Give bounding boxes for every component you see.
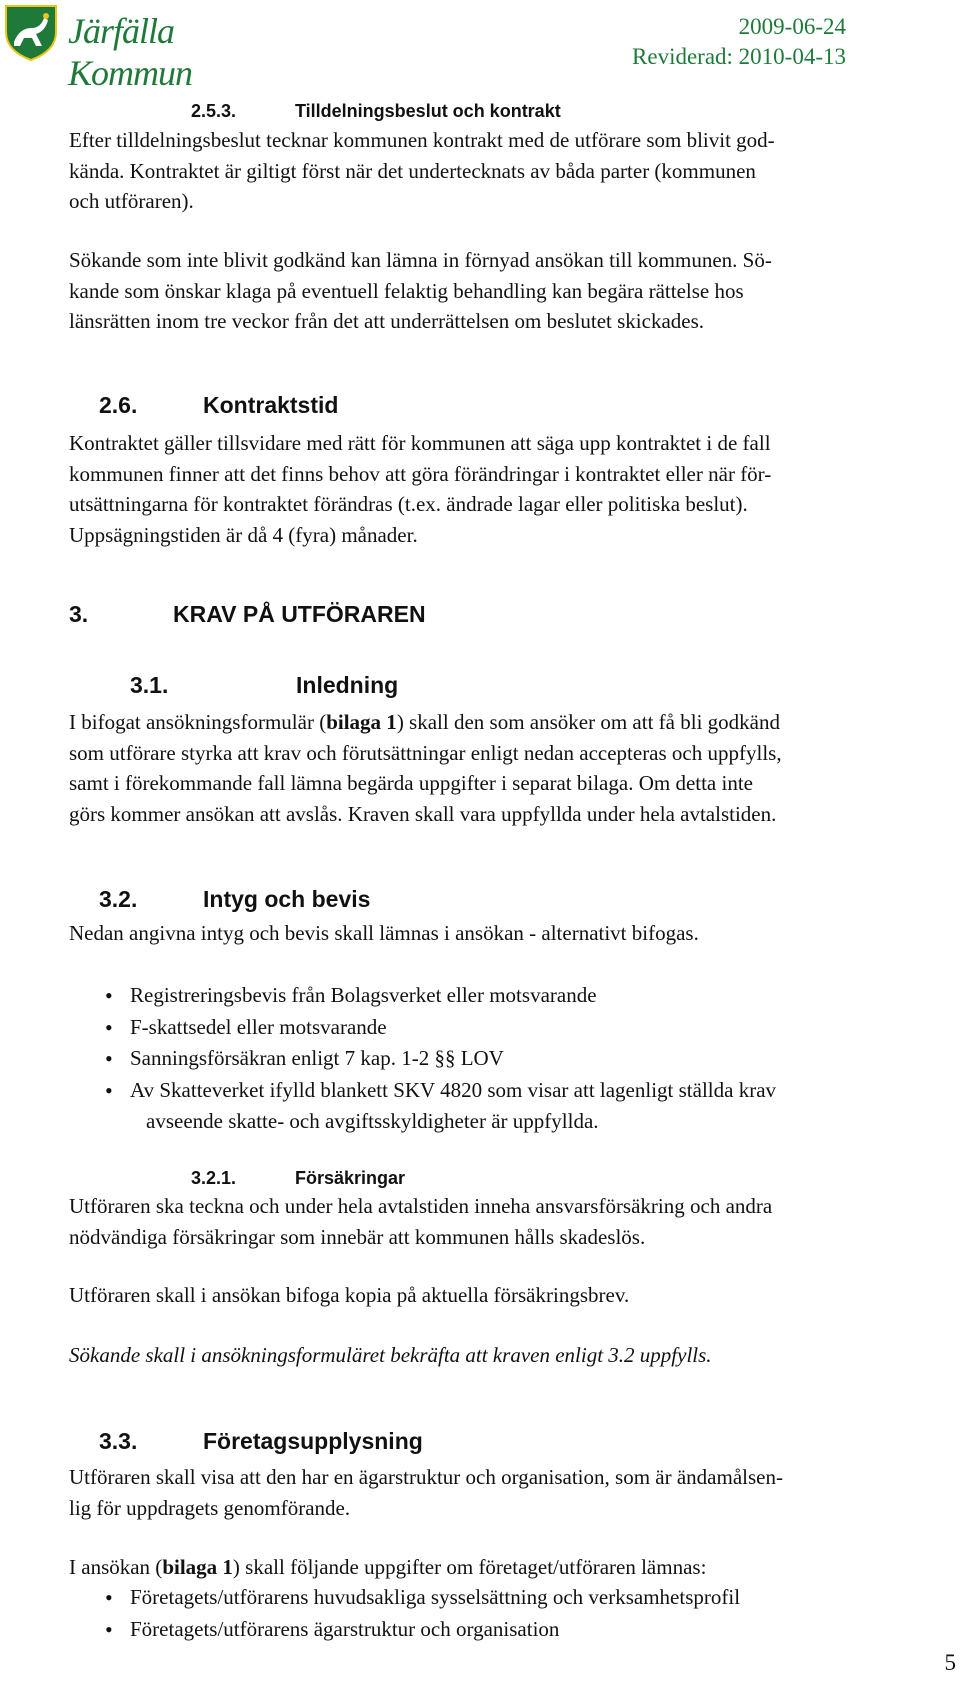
heading-title: Försäkringar xyxy=(295,1168,406,1188)
list-item: • Sanningsförsäkran enligt 7 kap. 1-2 §§ LOV xyxy=(105,1043,945,1075)
page-number: 5 xyxy=(944,1650,956,1675)
text-line: kommunen finner att det finns behov att göra förändringar i kontraktet eller när för- xyxy=(69,461,772,486)
text-line: Utföraren skall visa att den har en ägarstruktur och organisation, som är ändamålsen- xyxy=(69,1465,783,1489)
text-run: I bifogat ansökningsformulär ( xyxy=(69,710,327,734)
heading-title: KRAV PÅ UTFÖRAREN xyxy=(173,601,426,627)
text-run: ) skall den som ansöker om att få bli godkänd xyxy=(396,710,780,734)
text-line: avseende skatte- och avgiftsskyldigheter är uppfyllda. xyxy=(146,1109,599,1133)
text-line: som utförare styrka att krav och förutsättningar enligt nedan accepteras och uppfylls, xyxy=(69,740,782,765)
text-line: Uppsägningstiden är då 4 (fyra) månader. xyxy=(69,522,418,547)
heading-number: 3.2.1. xyxy=(191,1168,237,1188)
text-line: Kontraktet gäller tillsvidare med rätt för kommunen att säga upp kontraktet i de fall xyxy=(69,431,771,455)
bilaga-reference: bilaga 1 xyxy=(162,1555,233,1579)
paragraph-bekrafta: Sökande skall i ansökningsformuläret bekräfta att kraven enligt 3.2 uppfylls. xyxy=(69,1343,712,1367)
revision-date: Reviderad: 2010-04-13 xyxy=(632,44,846,69)
paragraph-forsakringar xyxy=(69,1191,949,1252)
list-item: • Företagets/utförarens huvudsakliga sysselsättning och verksamhetsprofil xyxy=(105,1582,945,1614)
heading-number: 2.5.3. xyxy=(191,101,237,121)
paragraph-tilldelning xyxy=(69,125,949,217)
intyg-list xyxy=(105,980,945,1138)
text-line: länsrätten inom tre veckor från det att underrättelsen om beslutet skickades. xyxy=(69,309,705,333)
text-line xyxy=(69,707,949,738)
list-item: • F-skattsedel eller motsvarande xyxy=(105,1012,945,1044)
text-line: kande som önskar klaga på eventuell felaktig behandling kan begära rättelse hos xyxy=(69,278,744,303)
document-date: 2009-06-24 xyxy=(738,14,846,39)
text-line: Av Skatteverket ifylld blankett SKV 4820 som visar att lagenligt ställda krav xyxy=(130,1077,777,1102)
text-line: Efter tilldelningsbeslut tecknar kommunen kontrakt med de utförare som blivit god- xyxy=(69,128,775,152)
heading-title: Inledning xyxy=(296,672,399,698)
list-item: • Företagets/utförarens ägarstruktur och organisation xyxy=(105,1614,945,1646)
heading-number: 3.2. xyxy=(99,886,138,912)
paragraph-forsakringsbrev: Utföraren skall i ansökan bifoga kopia på aktuella försäkringsbrev. xyxy=(69,1283,630,1307)
text-line: samt i förekommande fall lämna begärda uppgifter i separat bilaga. Om detta inte xyxy=(69,771,753,795)
paragraph-uppgifter xyxy=(69,1552,949,1583)
paragraph-intyg-intro: Nedan angivna intyg och bevis skall lämnas i ansökan - alternativt bifogas. xyxy=(69,921,699,945)
municipality-logo xyxy=(2,2,302,93)
text-run: ) skall följande uppgifter om företaget/utföraren lämnas: xyxy=(232,1555,707,1579)
heading-number: 3. xyxy=(69,601,89,627)
heading-title: Kontraktstid xyxy=(203,392,339,418)
heading-title: Tilldelningsbeslut och kontrakt xyxy=(295,101,561,121)
text-line: lig för uppdragets genomförande. xyxy=(69,1495,351,1520)
municipal-shield-icon xyxy=(2,2,60,62)
text-line: kända. Kontraktet är giltigt först när det undertecknats av båda parter (kommunen xyxy=(69,158,756,183)
list-item: • Registreringsbevis från Bolagsverket eller motsvarande xyxy=(105,980,945,1012)
heading-number: 3.3. xyxy=(99,1428,138,1454)
paragraph-sokande xyxy=(69,245,949,337)
paragraph-foretagsupplysning xyxy=(69,1462,949,1523)
text-line: Sökande som inte blivit godkänd kan lämna in förnyad ansökan till kommunen. Sö- xyxy=(69,248,772,272)
text-line: görs kommer ansökan att avslås. Kraven skall vara uppfyllda under hela avtalstiden. xyxy=(69,801,777,826)
text-line: nödvändiga försäkringar som innebär att kommunen hålls skadeslös. xyxy=(69,1224,646,1249)
logo-text: Järfälla Kommun xyxy=(68,11,193,93)
text-line: utsättningarna för kontraktet förändras (t.ex. ändrade lagar eller politiska beslut). xyxy=(69,492,748,516)
uppgifter-list xyxy=(105,1582,945,1645)
list-item xyxy=(105,1075,945,1138)
text-line: Utföraren ska teckna och under hela avtalstiden inneha ansvarsförsäkring och andra xyxy=(69,1194,773,1218)
heading-number: 3.1. xyxy=(130,672,169,698)
heading-title: Företagsupplysning xyxy=(203,1428,423,1454)
text-line: och utföraren). xyxy=(69,189,194,213)
heading-title: Intyg och bevis xyxy=(203,886,371,912)
paragraph-inledning xyxy=(69,707,949,829)
paragraph-kontraktstid xyxy=(69,428,949,550)
text-run: I ansökan ( xyxy=(69,1555,163,1579)
heading-number: 2.6. xyxy=(99,392,138,418)
bilaga-reference: bilaga 1 xyxy=(326,710,397,734)
